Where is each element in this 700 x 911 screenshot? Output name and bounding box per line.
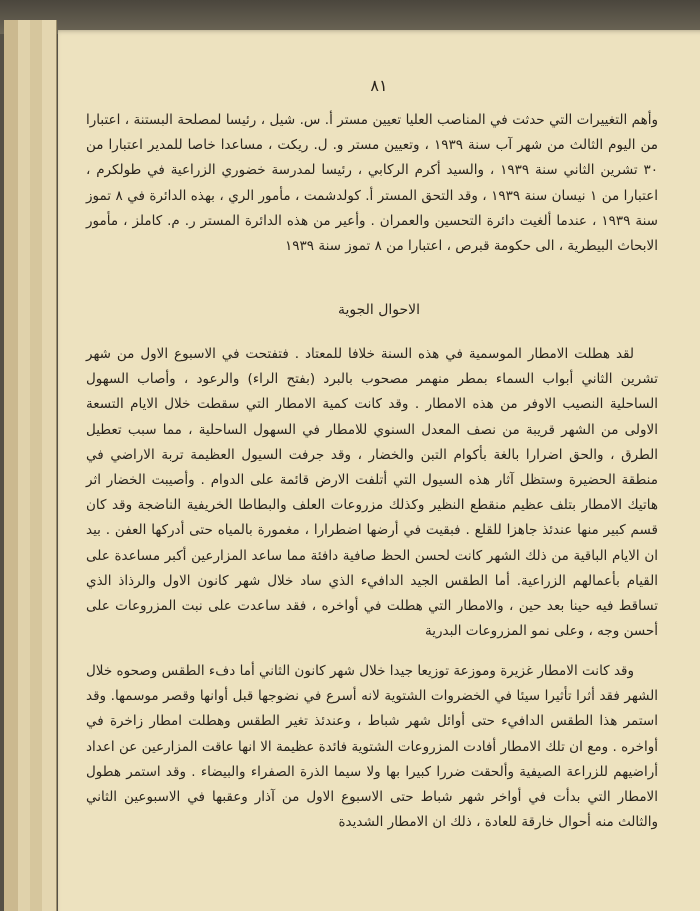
section-heading: الاحوال الجوية — [337, 302, 421, 318]
book-page-edge — [4, 20, 19, 911]
page-number: ٨١ — [370, 76, 388, 95]
book-page-edge — [42, 20, 57, 911]
top-shadow — [0, 0, 700, 34]
page-sheet — [58, 30, 700, 911]
page-content — [58, 30, 700, 911]
paragraph-weather-november: لقد هطلت الامطار الموسمية في هذه السنة خلافا للمعتاد . فتفتحت في الاسبوع الاول من شهر تشرين الثاني أبواب السماء بمطر منهمر مصحوب بالبرد (بفتح الراء) والرعود ، وأصاب السهول الساحلية النصيب الاوفر من هذه الامطار . وقد كانت كمية الامطار التي سقطت خلال الايام التسعة الاولى من الشهر قريبة من نصف المعدل السنوي للامطار في السهول الساحلية ، مما سبب تعطيل الطرق ، والحق اضرارا بالغة بأكوام التبن والخضار ، وقد جرفت السيول العظيمة تربة الاراضي في منطقة الحضيرة وستظل آثار هذه السيول التي أتلفت الارض قائمة على الدوام . وأصيبت الخضار اثر هاتيك الامطار بتلف عظيم منقطع النظير وكذلك مزروعات العلف والبطاطا الخريفية الناضجة وقد كان قسم كبير منها عندئذ جاهزا للقلع . فبقيت في أرضها اضطرارا ، مغمورة بالمياه حتى أدركها العفن . بيد ان الايام الباقية من ذلك الشهر كانت لحسن الحظ صافية دافئة مما ساعد المزارعين أكبر مساعدة على القيام بأعمالهم الزراعية. أما الطقس الجيد الدافيء الذي ساد خلال شهر كانون الاول والرذاذ الذي تساقط فيه حينا بعد حين ، والامطار التي هطلت في أواخره ، فقد ساعدت على نبت المزروعات على أحسن وجه ، وعلى نمو المزروعات البدرية — [86, 346, 658, 640]
paragraph-staff-changes: وأهم التغييرات التي حدثت في المناصب العليا تعيين مستر أ. س. شيل ، رئيسا لمصلحة البستنة ، اعتبارا من اليوم الثالث من شهر آب سنة ١٩٣٩ ، وتعيين مستر و. ل. ريكت ، مساعدا خاصا للمدير اعتبارا من ٣٠ تشرين الثاني سنة ١٩٣٩ ، والسيد أكرم الركابي ، رئيسا لمدرسة خضوري الزراعية في طولكرم ، اعتبارا من ١ نيسان سنة ١٩٣٩ ، وقد التحق المستر أ. كولدشمت ، مأمور الري ، بهذه الدائرة في ٨ تموز سنة ١٩٣٩ ، عندما ألغيت دائرة التحسين والعمران . وأعير من هذه الدائرة المستر ر. م. كاملز ، مأمور الابحاث البيطرية ، الى حكومة قبرص ، اعتبارا من ٨ تموز سنة ١٩٣٩ — [86, 112, 658, 255]
paragraph-weather-january: وقد كانت الامطار غزيرة وموزعة توزيعا جيدا خلال شهر كانون الثاني أما دفء الطقس وصحوه خلال الشهر فقد أثرا تأثيرا سيئا في الخضروات الشتوية لانه أسرع في نضوجها قبل أوانها وقصر موسمها. وقد استمر هذا الطقس الدافيء حتى أوائل شهر شباط ، وعندئذ تغير الطقس وهطلت امطار زاخرة في أواخره . ومع ان تلك الامطار أفادت المزروعات الشتوية فائدة عظيمة الا انها عاقت المزارعين عن اعداد أراضيهم للزراعة الصيفية وألحقت ضررا كبيرا بها ولا سيما الذرة الصفراء والبيضاء . وقد استمر هطول الامطار التي بدأت في أواخر شهر شباط حتى الاسبوع الاول من آذار وعقبها في الاسبوعين الثاني والثالث منه أحوال خارقة للعادة ، ذلك ان الامطار الشديدة — [86, 663, 658, 831]
